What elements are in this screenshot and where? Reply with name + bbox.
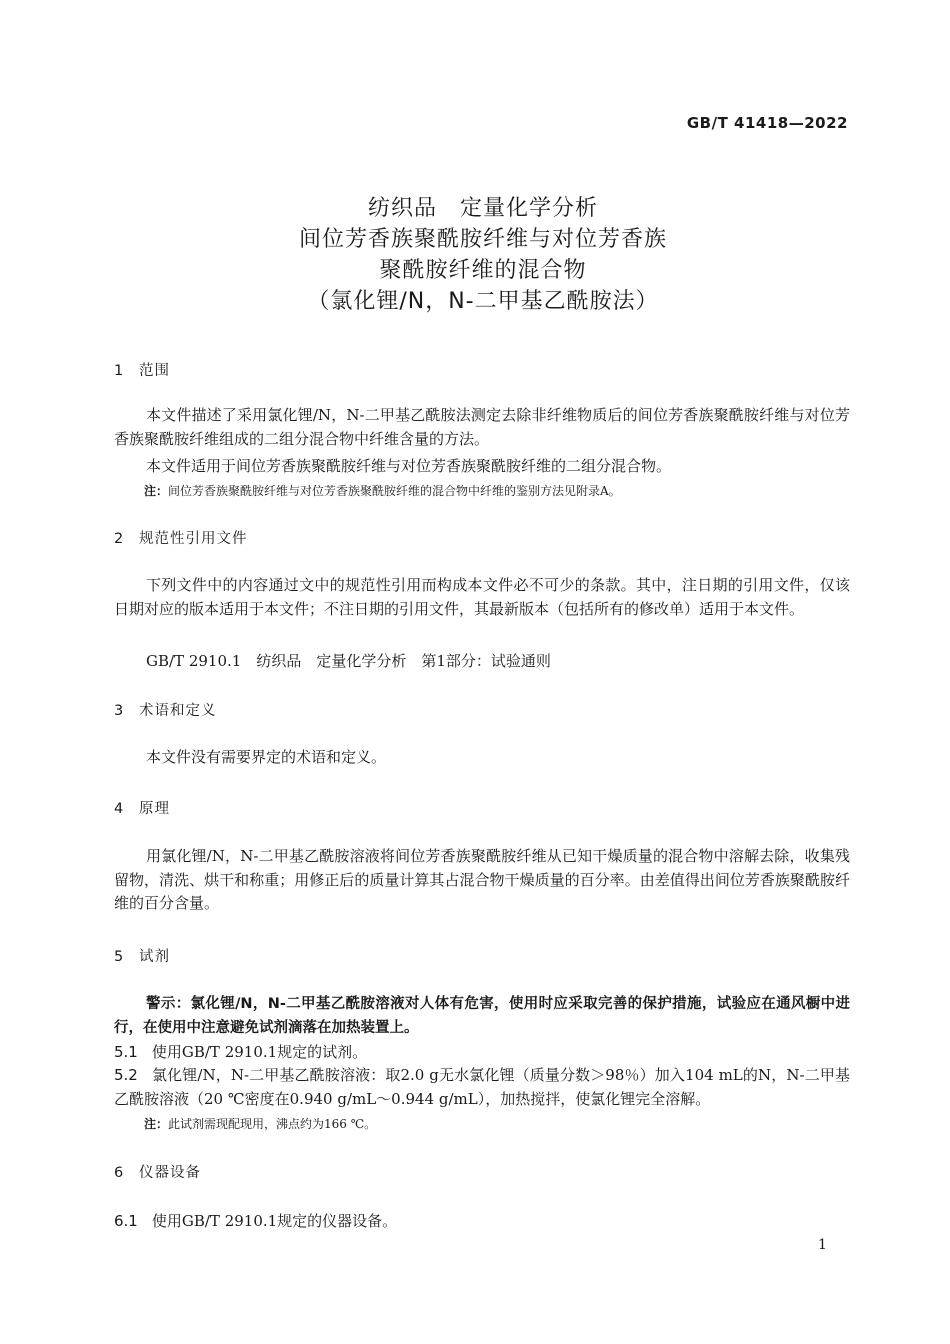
section-5-heading: [114, 945, 170, 966]
clause-5-1: [114, 1041, 850, 1065]
section-1-heading: [114, 359, 170, 380]
title-line-1: 纺织品 定量化学分析: [367, 196, 598, 221]
title-line-2: 间位芳香族聚酰胺纤维与对位芳香族: [298, 227, 667, 252]
clause-text: 使用GB/T 2910.1规定的仪器设备。: [151, 1212, 398, 1230]
note-label: 注：: [144, 484, 169, 498]
title-line-3: 聚酰胺纤维的混合物: [379, 258, 587, 283]
note-label: 注：: [144, 1117, 169, 1131]
clause-text: 使用GB/T 2910.1规定的试剂。: [151, 1043, 368, 1061]
title-line-4: （氯化锂/N，N-二甲基乙酰胺法）: [307, 289, 659, 314]
clause-number: 5.2: [114, 1066, 138, 1084]
page-number: 1: [818, 1237, 827, 1253]
safety-warning: 警示：氯化锂/N，N-二甲基乙酰胺溶液对人体有危害，使用时应采取完善的保护措施，试验应在通风橱中进行，在使用中注意避免试剂滴落在加热装置上。: [114, 996, 850, 1036]
section-number: 1: [114, 363, 125, 379]
section-title: 原理: [139, 801, 170, 817]
document-title: [0, 193, 950, 317]
section-5-note: [144, 1115, 850, 1133]
clause-5-2: [114, 1064, 850, 1111]
note-text: 间位芳香族聚酰胺纤维与对位芳香族聚酰胺纤维的混合物中纤维的鉴别方法见附录A。: [168, 484, 621, 498]
section-1-paragraph-2: 本文件适用于间位芳香族聚酰胺纤维与对位芳香族聚酰胺纤维的二组分混合物。: [146, 457, 672, 475]
section-title: 试剂: [139, 949, 170, 965]
section-title: 仪器设备: [139, 1165, 201, 1181]
clause-6-1: [114, 1210, 850, 1234]
section-3-heading: [114, 699, 217, 720]
section-1-note: [144, 482, 850, 500]
clause-number: 5.1: [114, 1043, 138, 1061]
normative-reference: GB/T 2910.1 纺织品 定量化学分析 第1部分：试验通则: [146, 652, 551, 670]
section-2-paragraph-1: 下列文件中的内容通过文中的规范性引用而构成本文件必不可少的条款。其中，注日期的引用文件，仅该日期对应的版本适用于本文件；不注日期的引用文件，其最新版本（包括所有的修改单）适用于本文件。: [114, 576, 850, 618]
document-code: GB/T 41418—2022: [686, 114, 848, 132]
section-4-paragraph-1: 用氯化锂/N，N-二甲基乙酰胺溶液将间位芳香族聚酰胺纤维从已知干燥质量的混合物中溶解去除，收集残留物，清洗、烘干和称重；用修正后的质量计算其占混合物干燥质量的百分率。由差值得出间位芳香族聚酰胺纤维的百分含量。: [114, 847, 850, 912]
section-1-paragraph-1: 本文件描述了采用氯化锂/N，N-二甲基乙酰胺法测定去除非纤维物质后的间位芳香族聚酰胺纤维与对位芳香族聚酰胺纤维组成的二组分混合物中纤维含量的方法。: [114, 406, 850, 448]
section-number: 2: [114, 531, 125, 547]
clause-text: 氯化锂/N，N-二甲基乙酰胺溶液：取2.0 g无水氯化锂（质量分数＞98％）加入104 mL的N，N-二甲基乙酰胺溶液（20 ℃密度在0.940 g/mL～0.944 g/mL），加热搅拌，使氯化锂完全溶解。: [114, 1066, 850, 1108]
section-title: 范围: [139, 363, 170, 379]
section-number: 4: [114, 801, 125, 817]
section-2-heading: [114, 527, 248, 548]
section-4-heading: [114, 797, 170, 818]
section-6-heading: [114, 1161, 201, 1182]
section-3-paragraph-1: 本文件没有需要界定的术语和定义。: [146, 748, 387, 766]
section-title: 术语和定义: [139, 703, 217, 719]
note-text: 此试剂需现配现用，沸点约为166 ℃。: [168, 1117, 377, 1131]
section-title: 规范性引用文件: [139, 531, 248, 547]
section-number: 5: [114, 949, 125, 965]
section-number: 6: [114, 1165, 125, 1181]
clause-number: 6.1: [114, 1212, 138, 1230]
section-number: 3: [114, 703, 125, 719]
